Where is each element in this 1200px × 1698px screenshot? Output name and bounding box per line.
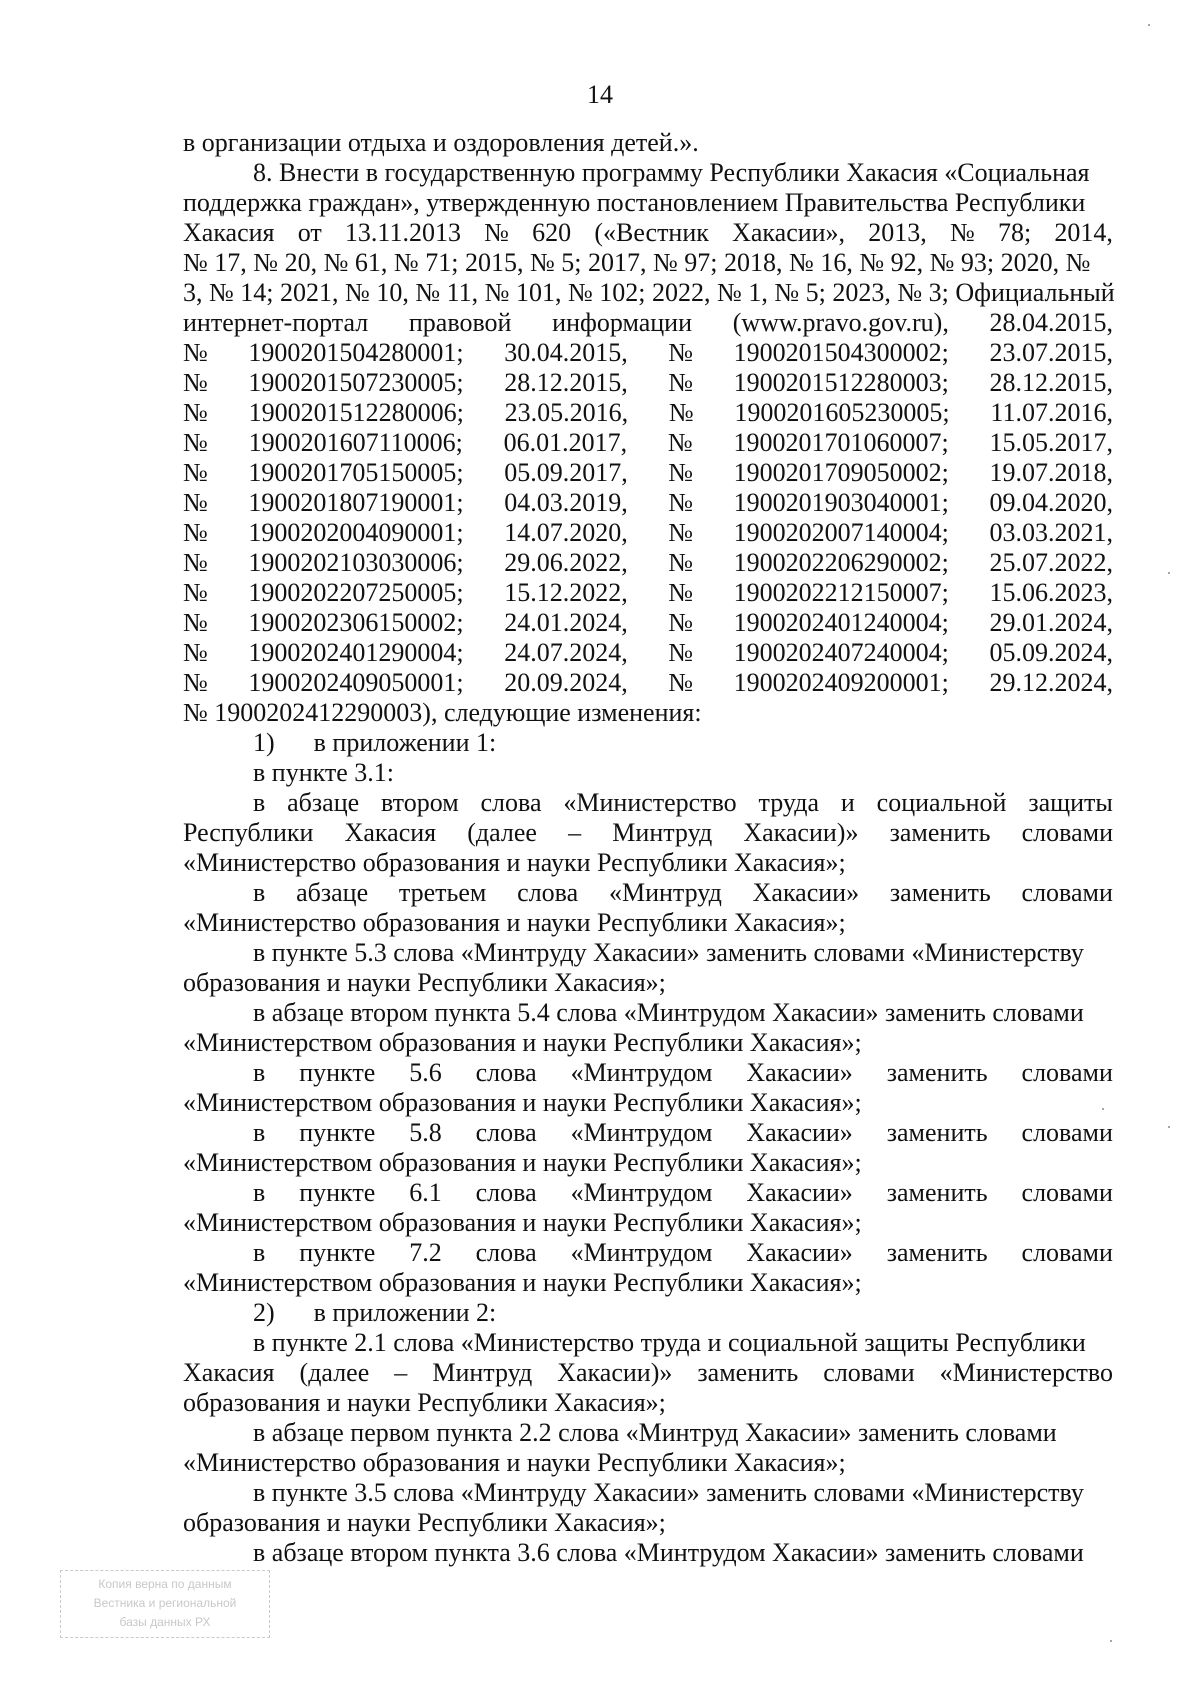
registration-numbers-line <box>183 548 1113 578</box>
word: 1900202409200001; <box>733 668 949 697</box>
word: пункте <box>299 1118 376 1147</box>
scan-speck <box>1168 1126 1170 1128</box>
registration-numbers-line <box>183 338 1113 368</box>
word: Хакасия <box>183 1358 275 1387</box>
word: Хакасии)» <box>743 818 859 847</box>
word: от <box>297 218 322 247</box>
word: слова <box>475 1238 537 1267</box>
word: 5.8 <box>409 1118 442 1147</box>
word: 1900202103030006; <box>248 548 464 577</box>
word: 1900201701060007; <box>733 428 949 457</box>
word: 24.01.2024, <box>504 608 628 637</box>
word: 15.06.2023, <box>989 578 1113 607</box>
word: заменить <box>886 1058 988 1087</box>
word: словами <box>1021 1118 1113 1147</box>
word: 1900202407240004; <box>733 638 949 667</box>
word: № <box>183 518 208 547</box>
word: 1900201605230005; <box>734 398 950 427</box>
word: 11.07.2016, <box>990 398 1113 427</box>
word: 23.05.2016, <box>504 398 629 427</box>
word: Хакасия <box>344 818 437 847</box>
word: № <box>183 548 208 577</box>
text-line: в абзаце первом пункта 2.2 слова «Минтруд Хакасии» заменить словами <box>253 1418 1057 1447</box>
justified-line <box>183 308 1113 338</box>
word: 25.07.2022, <box>989 548 1113 577</box>
word: словами <box>1021 1238 1113 1267</box>
text-line: в организации отдыха и оздоровления детей.». <box>183 128 699 157</box>
registration-numbers-line <box>183 608 1113 638</box>
word: слова <box>475 1178 537 1207</box>
word: № <box>668 578 694 607</box>
word: словами <box>1021 1058 1113 1087</box>
word: Хакасии» <box>746 1178 853 1207</box>
word: 1900201504300002; <box>733 338 949 367</box>
word: Хакасии» <box>752 878 860 907</box>
word: 1900201709050002; <box>733 458 949 487</box>
word: 15.05.2017, <box>989 428 1113 457</box>
word: 05.09.2017, <box>504 458 628 487</box>
justified-line <box>183 218 1113 248</box>
word: 14.07.2020, <box>504 518 628 547</box>
word: Хакасия <box>183 218 275 247</box>
word: «Минтрудом <box>570 1118 713 1147</box>
registration-numbers-line <box>183 458 1113 488</box>
word: 1900201512280003; <box>733 368 949 397</box>
word: – <box>394 1358 408 1387</box>
text-line: № 17, № 20, № 61, № 71; 2015, № 5; 2017, № 97; 2018, № 16, № 92, № 93; 2020, № <box>183 248 1091 277</box>
word: 09.04.2020, <box>989 488 1113 517</box>
word: 28.12.2015, <box>989 368 1113 397</box>
word: Республики <box>183 818 314 847</box>
word: пункте <box>299 1058 376 1087</box>
word: № <box>183 578 208 607</box>
justified-line <box>183 1178 1113 1208</box>
word: 1900201607110006; <box>248 428 463 457</box>
word: № <box>668 458 694 487</box>
word: 28.04.2015, <box>989 308 1113 337</box>
text-line: в абзаце втором пункта 3.6 слова «Минтрудом Хакасии» заменить словами <box>253 1538 1084 1567</box>
justified-line <box>183 788 1113 818</box>
registration-numbers-line <box>183 398 1113 428</box>
word: 28.12.2015, <box>504 368 628 397</box>
word: «Минтрудом <box>570 1178 713 1207</box>
word: труда <box>758 788 820 817</box>
word: заменить <box>889 878 991 907</box>
word: № <box>484 218 509 247</box>
word: заменить <box>889 818 991 847</box>
word: № <box>183 428 208 457</box>
verification-stamp <box>60 1570 270 1638</box>
word: 620 <box>532 218 572 247</box>
word: 1900201504280001; <box>248 338 464 367</box>
word: и <box>840 788 855 817</box>
word: 29.12.2024, <box>989 668 1113 697</box>
word: № <box>668 398 694 427</box>
text-line: в пункте 2.1 слова «Министерство труда и социальной защиты Республики <box>253 1328 1086 1357</box>
page-number: 14 <box>587 80 613 109</box>
word: № <box>183 668 208 697</box>
word: информации <box>552 308 692 337</box>
word: в <box>253 1058 266 1087</box>
word: 1900202401240004; <box>733 608 949 637</box>
text-line: 3, № 14; 2021, № 10, № 11, № 101, № 102; 2022, № 1, № 5; 2023, № 3; Официальный <box>183 278 1115 307</box>
word: – <box>568 818 582 847</box>
word: в <box>253 1118 266 1147</box>
word: заменить <box>697 1358 799 1387</box>
text-line: «Министерство образования и науки Республики Хакасия»; <box>183 1448 846 1477</box>
word: 30.04.2015, <box>504 338 628 367</box>
word: 7.2 <box>409 1238 442 1267</box>
word: 29.01.2024, <box>989 608 1113 637</box>
word: № <box>668 638 694 667</box>
text-line: образования и науки Республики Хакасия»; <box>183 968 666 997</box>
word: 1900201507230005; <box>248 368 464 397</box>
word: № <box>667 428 693 457</box>
word: № <box>949 218 975 247</box>
word: (далее <box>467 818 537 847</box>
word: 1900202004090001; <box>248 518 464 547</box>
text-line: «Министерством образования и науки Республики Хакасия»; <box>183 1208 862 1237</box>
text-line: поддержка граждан», утвержденную постановлением Правительства Республики <box>183 188 1086 217</box>
word: 2013, <box>868 218 927 247</box>
word: 05.09.2024, <box>989 638 1113 667</box>
word: слова <box>475 1118 537 1147</box>
list-item-1: 1) в приложении 1: <box>253 728 497 757</box>
stamp-line: Вестника и региональной <box>93 1596 237 1610</box>
word: в <box>253 788 266 817</box>
word: 13.11.2013 <box>344 218 461 247</box>
word: 1900201705150005; <box>248 458 464 487</box>
word: № <box>183 638 208 667</box>
word: 04.03.2019, <box>504 488 628 517</box>
word: словами <box>823 1358 915 1387</box>
word: правовой <box>408 308 512 337</box>
word: 1900202007140004; <box>733 518 949 547</box>
word: в <box>253 1178 266 1207</box>
justified-line <box>183 878 1113 908</box>
text-line: в пункте 3.5 слова «Минтруду Хакасии» заменить словами «Министерству <box>253 1478 1084 1507</box>
word: словами <box>1021 878 1113 907</box>
paragraph-8-start: 8. Внести в государственную программу Республики Хакасия «Социальная <box>253 158 1090 187</box>
word: № <box>183 398 208 427</box>
word: заменить <box>886 1118 988 1147</box>
word: Минтруд <box>612 818 713 847</box>
justified-line <box>183 1358 1113 1388</box>
word: словами <box>1021 1178 1113 1207</box>
registration-numbers-line <box>183 668 1113 698</box>
word: Хакасии» <box>746 1118 853 1147</box>
word: втором <box>381 788 459 817</box>
text-line: «Министерством образования и науки Республики Хакасия»; <box>183 1148 862 1177</box>
word: Хакасии», <box>732 218 846 247</box>
text-line: в пункте 5.3 слова «Минтруду Хакасии» заменить словами «Министерству <box>253 938 1084 967</box>
text-line: «Министерство образования и науки Республики Хакасия»; <box>183 908 846 937</box>
registration-numbers-line <box>183 638 1113 668</box>
word: № <box>668 338 694 367</box>
justified-line <box>183 1058 1113 1088</box>
text-line: № 1900202412290003), следующие изменения: <box>183 698 702 727</box>
word: «Минтрудом <box>570 1058 713 1087</box>
stamp-line: Копия верна по данным <box>98 1577 232 1591</box>
word: пункте <box>299 1238 376 1267</box>
registration-numbers-line <box>183 368 1113 398</box>
word: заменить <box>886 1238 988 1267</box>
word: слова <box>475 1058 537 1087</box>
word: «Министерство <box>939 1358 1113 1387</box>
word: № <box>668 668 694 697</box>
word: «Минтруд <box>608 878 722 907</box>
justified-line <box>183 1238 1113 1268</box>
word: № <box>668 608 694 637</box>
text-line: образования и науки Республики Хакасия»; <box>183 1508 666 1537</box>
text-line: образования и науки Республики Хакасия»; <box>183 1388 666 1417</box>
word: заменить <box>886 1178 988 1207</box>
word: 2014, <box>1054 218 1113 247</box>
word: Хакасии» <box>746 1238 853 1267</box>
word: 1900202212150007; <box>733 578 949 607</box>
word: № <box>668 548 694 577</box>
word: слова <box>517 878 579 907</box>
justified-line <box>183 818 1113 848</box>
word: Хакасии» <box>746 1058 853 1087</box>
word: 1900202409050001; <box>248 668 464 697</box>
list-item-2: 2) в приложении 2: <box>253 1298 497 1327</box>
word: социальной <box>876 788 1007 817</box>
word: 24.07.2024, <box>504 638 628 667</box>
word: 1900201807190001; <box>248 488 464 517</box>
word: (далее <box>299 1358 370 1387</box>
word: интернет-портал <box>183 308 369 337</box>
scan-speck <box>1102 1108 1104 1110</box>
word: 1900202207250005; <box>248 578 464 607</box>
justified-line <box>183 1118 1113 1148</box>
word: № <box>668 488 694 517</box>
scan-speck <box>1110 1640 1112 1642</box>
word: третьем <box>398 878 487 907</box>
text-line: «Министерством образования и науки Республики Хакасия»; <box>183 1088 862 1117</box>
word: Минтруд <box>432 1358 533 1387</box>
word: в <box>253 1238 266 1267</box>
word: защиты <box>1028 788 1113 817</box>
word: 1900201512280006; <box>248 398 464 427</box>
registration-numbers-line <box>183 518 1113 548</box>
word: «Минтрудом <box>570 1238 713 1267</box>
registration-numbers-line <box>183 578 1113 608</box>
word: Хакасии)» <box>557 1358 673 1387</box>
word: слова <box>480 788 542 817</box>
word: (www.pravo.gov.ru), <box>732 308 949 337</box>
word: в <box>253 878 266 907</box>
word: 29.06.2022, <box>504 548 628 577</box>
word: № <box>668 368 694 397</box>
word: 5.6 <box>409 1058 442 1087</box>
word: абзаце <box>287 788 360 817</box>
word: 1900201903040001; <box>733 488 949 517</box>
text-line: «Министерство образования и науки Республики Хакасия»; <box>183 848 846 877</box>
word: № <box>183 488 208 517</box>
word: 1900202306150002; <box>248 608 464 637</box>
word: 19.07.2018, <box>989 458 1113 487</box>
word: 1900202401290004; <box>248 638 464 667</box>
word: № <box>183 368 208 397</box>
word: пункте <box>299 1178 376 1207</box>
stamp-line: базы данных РХ <box>119 1615 211 1629</box>
scan-speck <box>1168 572 1170 574</box>
word: 15.12.2022, <box>504 578 628 607</box>
word: 20.09.2024, <box>504 668 628 697</box>
word: 6.1 <box>409 1178 442 1207</box>
word: словами <box>1021 818 1113 847</box>
word: № <box>183 608 208 637</box>
word: № <box>668 518 694 547</box>
word: 1900202206290002; <box>733 548 949 577</box>
text-line: «Министерством образования и науки Республики Хакасия»; <box>183 1028 862 1057</box>
word: 03.03.2021, <box>989 518 1113 547</box>
word: «Министерство <box>563 788 737 817</box>
word: («Вестник <box>594 218 709 247</box>
word: № <box>183 458 208 487</box>
word: 06.01.2017, <box>503 428 628 457</box>
word: № <box>183 338 208 367</box>
document-body <box>183 128 1113 1568</box>
text-line: «Министерством образования и науки Республики Хакасия»; <box>183 1268 862 1297</box>
registration-numbers-line <box>183 428 1113 458</box>
registration-numbers-line <box>183 488 1113 518</box>
text-line: в абзаце втором пункта 5.4 слова «Минтрудом Хакасии» заменить словами <box>253 998 1084 1027</box>
word: абзаце <box>296 878 369 907</box>
text-line: в пункте 3.1: <box>253 758 395 787</box>
word: 23.07.2015, <box>989 338 1113 367</box>
word: 78; <box>997 218 1032 247</box>
scan-speck <box>1148 24 1150 26</box>
